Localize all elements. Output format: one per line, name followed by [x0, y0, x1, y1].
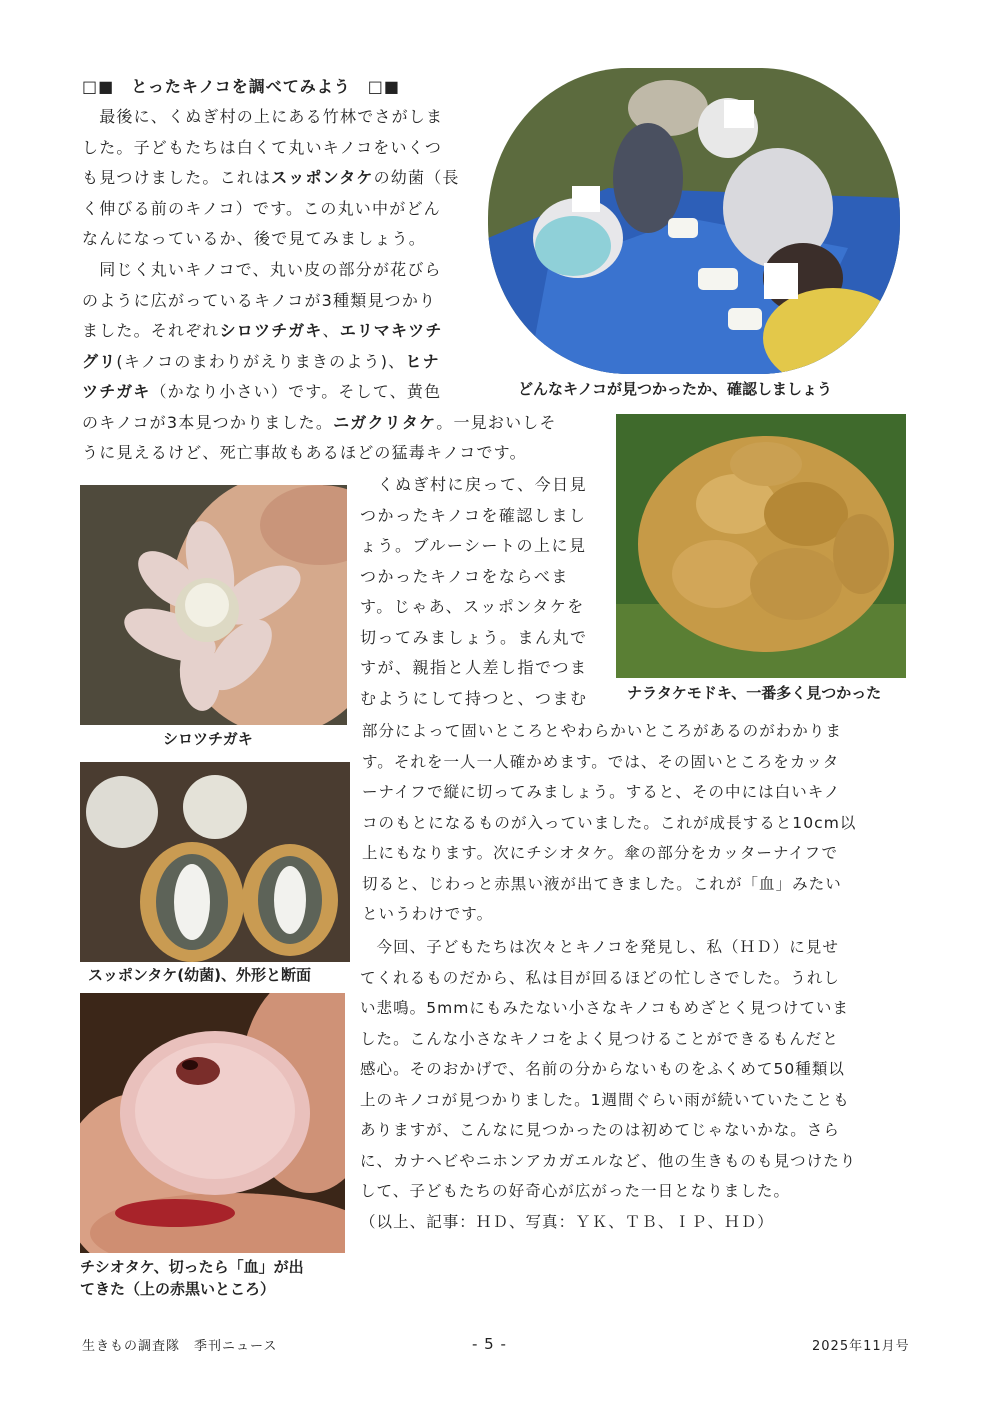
text-line: のキノコが3本見つかりました。ニガクリタケ。一見おいしそ: [82, 412, 557, 432]
caption-naratakemodoki: ナラタケモドキ、一番多く見つかった: [627, 684, 882, 702]
caption-line: てきた（上の赤黒いところ）: [80, 1280, 276, 1298]
text-line: なんになっているか、後で見てみましょう。: [82, 229, 427, 248]
text-line: い悲鳴。5mmにもみたない小さなキノコもめざとく見つけていま: [360, 999, 849, 1017]
caption-group-photo: どんなキノコが見つかったか、確認しましょう: [518, 380, 832, 398]
text-line: のように広がっているキノコが3種類見つかり: [82, 290, 437, 310]
footer-issue-date: 2025年11月号: [812, 1339, 910, 1354]
text-line: つかったキノコを確認しまし: [360, 505, 587, 525]
species-shirotsuchigaki: シロツチガキ: [219, 321, 323, 340]
text-line: く伸びる前のキノコ）です。この丸い中がどん: [82, 198, 441, 218]
text-line: グリ(キノコのまわりがえりまきのよう)、ヒナ: [82, 351, 440, 371]
text-line: むようにして持つと、つまむ: [360, 688, 588, 708]
text-line: 部分によって固いところとやわらかいところがあるのがわかりま: [362, 722, 842, 740]
text-line: 今回、子どもたちは次々とキノコを発見し、私（ＨＤ）に見せ: [360, 938, 839, 956]
text-line: 上にもなります。次にチシオタケ。傘の部分をカッターナイフで: [362, 844, 839, 862]
page-number: - 5 -: [472, 1335, 507, 1353]
text-line: つかったキノコをならべま: [360, 566, 569, 586]
text-line: ツチガキ（かなり小さい）です。そして、黄色: [82, 382, 442, 401]
species-suppontake: スッポンタケ: [271, 168, 374, 187]
article-heading: □■ とったキノコを調べてみよう □■: [82, 77, 401, 96]
text-line: くぬぎ村に戻って、今日見: [360, 475, 588, 494]
caption-shirotsuchigaki: シロツチガキ: [163, 730, 253, 748]
paragraph-3-narrow: [360, 470, 610, 714]
species-nigakuritake: ニガクリタケ: [333, 412, 437, 432]
paragraph-3-wide: [362, 716, 922, 930]
text-line: す。それを一人一人確かめます。では、その固いところをカッタ: [362, 752, 840, 771]
text-line: 上のキノコが見つかりました。1週間ぐらい雨が続いていたことも: [360, 1090, 850, 1109]
text-line: して、子どもたちの好奇心が広がった一日となりました。: [360, 1182, 790, 1200]
text-line: 切ってみましょう。まん丸で: [360, 627, 588, 647]
paragraph-1: [82, 102, 482, 255]
species-erimakitsuchiguri: エリマキツチ: [339, 321, 443, 340]
text-line: うに見えるけど、死亡事故もあるほどの猛毒キノコです。: [82, 443, 527, 462]
text-line: てくれるものだから、私は目が回るほどの忙しさでした。うれし: [360, 968, 840, 987]
text-line: ょう。ブルーシートの上に見: [360, 536, 587, 555]
text-line: 切ると、じわっと赤黒い液が出てきました。これが「血」みたい: [362, 874, 842, 893]
credit-line: （以上、記事：ＨＤ、写真：ＹＫ、ＴＢ、ＩＰ、ＨＤ）: [360, 1212, 774, 1231]
paragraph-4: [360, 932, 920, 1237]
text-line: ありますが、こんなに見つかったのは初めてじゃないかな。さら: [360, 1121, 840, 1139]
text-line: す。じゃあ、スッポンタケを: [360, 597, 585, 616]
chishiotake-photo: [80, 993, 345, 1253]
text-line: した。こんな小さなキノコをよく見つけることができるもんだと: [360, 1029, 839, 1048]
text-line: した。子どもたちは白くて丸いキノコをいくつ: [82, 137, 443, 157]
species-hinatsuchigaki: ヒナ: [405, 351, 440, 371]
text-line: 同じく丸いキノコで、丸い皮の部分が花びら: [82, 260, 442, 279]
caption-suppontake: スッポンタケ(幼菌)、外形と断面: [88, 966, 311, 984]
caption-line: チシオタケ、切ったら「血」が出: [80, 1258, 304, 1276]
text-line: 感心。そのおかげで、名前の分からないものをふくめて50種類以: [360, 1060, 845, 1078]
shirotsuchigaki-photo: [80, 485, 347, 725]
text-line: というわけです。: [362, 905, 494, 923]
text-line: ました。それぞれシロツチガキ、エリマキツチ: [82, 321, 443, 340]
group-photo: [488, 68, 900, 374]
text-line: 最後に、くぬぎ村の上にある竹林でさがしま: [82, 107, 444, 126]
caption-chishiotake: [80, 1256, 304, 1300]
text-line: も見つけました。これはスッポンタケの幼菌（長: [82, 168, 460, 187]
text-line: コのもとになるものが入っていました。これが成長すると10cm以: [362, 813, 857, 832]
footer-publication: 生きもの調査隊 季刊ニュース: [82, 1339, 278, 1354]
naratakemodoki-photo: [616, 414, 906, 678]
suppontake-photo: [80, 762, 350, 962]
text-line: に、カナヘビやニホンアカガエルなど、他の生きものも見つけたり: [360, 1151, 857, 1170]
text-line: すが、親指と人差し指でつま: [360, 658, 588, 677]
text-line: ーナイフで縦に切ってみましょう。すると、その中には白いキノ: [362, 783, 841, 801]
